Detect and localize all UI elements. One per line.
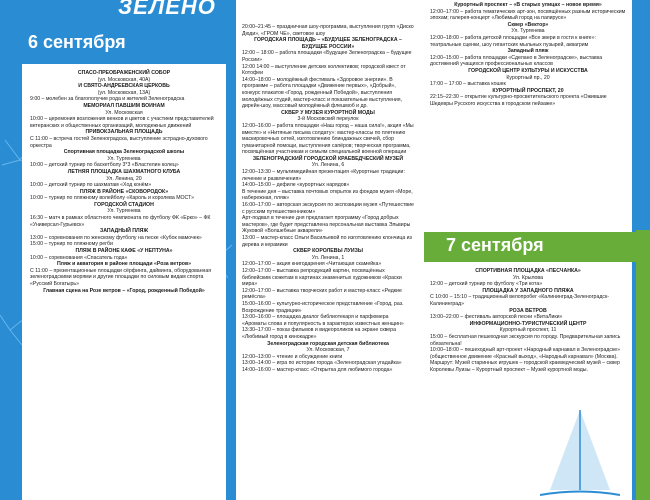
event-item: 16:00–17:00 – авторская экскурсия по экспозиции музея «Путешествие с русским путешественником» — [242, 202, 414, 215]
venue-heading: И СВЯТО-АНДРЕЕВСКАЯ ЦЕРКОВЬ — [78, 83, 170, 90]
event-item: 12:00–17:00 – акция книгодарения «Читающая скамейка» — [242, 261, 382, 268]
day7-header: 7 сентября — [446, 235, 544, 255]
event-item: 13:00–16:00 – площадка диалог библиотекаря и парфюмера «Ароматы слова и популярность в характерах известных женщин» — [242, 314, 404, 327]
venue-address: 3-й Московский переулок — [297, 116, 359, 123]
event-item: Арт-подвал в течение дня предлагает программу «Город добрых мастеров», где будет представлена персональная выставка Эльвиры Жуковой «Волшебные акварели» — [242, 215, 411, 235]
event-item: 13:00–22:00 – фестиваль авторской песни «ВитаЛики» — [430, 314, 563, 321]
event-item: 15:00 – бесплатная пешеходная экскурсия по городу. Предварительная запись обязательна! — [430, 333, 621, 347]
venue-heading: Пляж и акватория в районе площади «Роза ветров» — [56, 261, 192, 268]
event-item: 12:00–15:00 – работа площадки «Сделано в Зеленоградске», выставка достижений учащихся профессиональных классов — [430, 54, 603, 68]
venue-heading: КУРОРТНЫЙ ПРОСПЕКТ, 20 — [492, 87, 564, 94]
event-item: 12:00–16:00 – работа площадки «Наш город – наша сила!», акция «Мы вместе» и «Нитяные письма солдату»: мастер-классы по плетению маскировочных сетей, изготовлению блиндажных свечей, сбор гуманитарной помощи, выступления сапёров; творческая программа, посвящённая участникам и семьям специальной военной операции — [242, 122, 414, 156]
event-item: 12:00 – 18:00 – работа площадки «Будущее Зеленоградска – будущее России» — [242, 50, 412, 63]
right-green-strip — [636, 230, 650, 500]
event-item: 14:00–18:00 – молодёжный фестиваль «Здоровое энергии». В программе – работа площадки «Движение первых», «Добрый», конкурс плакатов «Город, рожденный Победой», выступления молодёжных студий, мастер-класс и показательные выступления, дирейн-шоу, массовый молодёжный флешмоб и др. — [242, 76, 402, 110]
venue-address: Ул. Ленина, 20 — [106, 175, 142, 182]
event-item: 12:00–13:30 – мультимедийная презентация «Курортные традиции: лечение и развлечения» — [242, 169, 405, 182]
venue-address: Ул. Московская — [105, 109, 143, 116]
event-item: 15:00–16:00 – культурно-историческое представление «Город, раз. Возрождение традиции» — [242, 300, 404, 314]
event-item: 14:00–15:00 – дефиле «курортных нарядов» — [242, 182, 350, 189]
event-item: 10:00 – детский турнир по шахматам «Ход конём» — [30, 182, 152, 189]
venue-address: Ул. Тургенева — [107, 208, 141, 215]
banner-title-fragment: ЗЕЛЕНО — [118, 0, 216, 19]
event-item: 10:00–18:00 – пешеходный арт-проект «Народный карнавал в Зеленоградске» (общественное движение «Красный выход», «Народный карнавал» (Москва). Маршрут: Музей старинных игрушек – городской краеведческий музей – сквер Королевы Луизы – Курортный проспект – Музей курортной моды. — [430, 347, 621, 373]
venue-heading: Спортивная площадка Зеленоградской школы — [63, 149, 185, 156]
event-item: С 10:00 – 15:10 – традиционный велопробег «Калининград-Зеленоградск-Калининград» — [430, 294, 609, 307]
event-item: 13:00 – соревнования по женскому футболу на песке «Кубок мамочек» — [30, 234, 202, 241]
venue-heading: ЗЕЛЕНОГРАДСКИЙ ГОРОДСКОЙ КРАЕВЕДЧЕСКИЙ МУЗЕЙ — [252, 155, 404, 162]
event-item: В течение дня – выставка почтовых открыток из фондов музея «Море, набережная, пляж» — [242, 188, 413, 202]
venue-heading: ПЛОЩАДКА У ЗАПАДНОГО ПЛЯЖА — [482, 287, 574, 294]
event-item: 15:00 – турнир по пляжному регби — [30, 241, 113, 248]
venue-heading: РОЗА ВЕТРОВ — [509, 307, 547, 314]
event-item: 20:00–21:45 – праздничная шоу-программа, выступления групп «Диско Дюди», «ГРОМ ЧЕ», световое шоу — [242, 24, 414, 37]
sail-decoration — [540, 410, 620, 500]
venue-heading: Курортный проспект – «В старых улицах – новое время» — [454, 2, 602, 8]
venue-heading: ИНФОРМАЦИОННО-ТУРИСТИЧЕСКИЙ ЦЕНТР — [469, 320, 587, 327]
venue-address: (ул. Московская, 13А) — [97, 89, 151, 96]
event-item: 13:00–14:00 – игра по истории города «Зеленоградская угадайка» — [242, 360, 402, 367]
venue-address: Ул. Тургенева — [107, 155, 141, 162]
event-item: 17:00 – 17:00 – выставка кошек — [430, 81, 506, 88]
venue-heading: СПОРТИВНАЯ ПЛОЩАДКА «ПЕСЧАНКА» — [475, 268, 581, 274]
venue-heading: МЕМОРИАЛ ПАВШИМ ВОИНАМ — [83, 102, 165, 109]
venue-heading: ЛЕТНЯЯ ПЛОЩАДКА ШАХМАТНОГО КЛУБА — [67, 168, 181, 175]
venue-heading: ГОРОДСКАЯ ПЛОЩАДЬ – «БУДУЩЕЕ ЗЕЛЕНОГРАДСКА – БУДУЩЕЕ РОССИИ» — [254, 37, 402, 50]
venue-heading: СКВЕР У МУЗЕЯ КУРОРТНОЙ МОДЫ — [281, 109, 375, 116]
venue-heading: ГОРОДСКОЙ ЦЕНТР КУЛЬТУРЫ И ИСКУССТВА — [468, 67, 588, 74]
event-item: 9:00 – молебен за благополучие рода и жителей Зеленоградска — [30, 96, 185, 103]
event-item: 22:15–22:30 – открытие культурно-просветительского проекта «Ожившие Шедевры Русского искусства в городском пейзаже» — [430, 94, 607, 107]
venue-heading: ЗАПАДНЫЙ ПЛЯЖ — [99, 228, 149, 235]
venue-heading: Зеленоградская городская детская библиотека — [267, 340, 389, 347]
column-3-day6 — [424, 0, 632, 228]
event-item: 12:00 14:00 – выступление детских коллективов; городской квест от Котофеи — [242, 63, 406, 77]
column-1 — [22, 64, 226, 500]
venue-address: Ул. Ленина, 6 — [311, 162, 345, 169]
event-item: 13:00 – мастер-класс Ольги Васильевой по изготовлению клончица из дерева и керамики — [242, 235, 412, 248]
venue-address: Ул. Московская, 7 — [306, 347, 350, 354]
venue-heading: ГОРОДСКОЙ СТАДИОН — [94, 201, 154, 208]
event-item: 10:00 – детский турнир по баскетболу 3*3 «Властелин колец» — [30, 162, 179, 169]
event-item: 10:00 – турнир по пляжному волейболу «Кароль и королева МОСТ» — [30, 195, 194, 202]
venue-heading: Сквер «Вектор» — [507, 21, 549, 28]
venue-heading: СКВЕР КОРОЛЕВЫ ЛУИЗЫ — [293, 248, 363, 255]
event-item: 12:00–17:00 – выставка репродукций картин, посвящённых библейским сюжетам в картинах знаменитых художников «Краски мира» — [242, 267, 402, 288]
venue-address: Курортный пр., 20 — [506, 74, 550, 81]
event-item: С 11:00 – встреча гостей Зеленоградска, выступление эстрадно-духового оркестра — [30, 135, 208, 149]
event-item: С 11:00 – презентационные площадки сёрфинга, дайвинга, оборудованная зеленоградскими морями и другие площадки по силовым видам спорта «Русский Богатырь» — [30, 267, 212, 287]
col1-events — [30, 70, 218, 294]
event-item: 12:00–13:00 – чтение и обсуждение книги — [242, 353, 343, 360]
venue-address: (ул. Московская, 40А) — [97, 76, 151, 83]
venue-heading: ПЛЯЖ В РАЙОНЕ «СКОВОРОДОК» — [79, 188, 169, 195]
venue-address: Ул. Крылова — [512, 274, 544, 281]
column-2 — [236, 20, 420, 500]
col3-day7-events — [430, 268, 626, 374]
event-item: 12:00–17:00 – выставка творческих работ и мастер-класс «Редкие ремёсла» — [242, 287, 402, 301]
venue-address: Курортный проспект, 11 — [499, 327, 557, 334]
event-item: 12:00 – детский турнир по футболу «Три кота» — [430, 281, 543, 288]
col3-day6-events — [430, 2, 626, 108]
event-item: 14:00–16:00 – мастер-класс «Открытка для любимого города» — [242, 366, 393, 373]
event-item: 12:00–18:00 – работа детской площадки «Все звери в гости к книге»: театральные сценки, шоу гигантских мыльных пузырей, аквагрим — [430, 34, 596, 48]
venue-heading: СПАСО-ПРЕОБРАЖЕНСКИЙ СОБОР — [77, 70, 171, 76]
event-item: 13:30–17:00 – показ фильмов и видеороликов на экране сквера «Любимый город в кинокадре» — [242, 327, 396, 340]
event-item: 10:00 – церемония возложения венков и цветов с участием представителей ветеранских и общественных организаций, молодежных движений — [30, 116, 214, 129]
event-item: 10:00 – соревнования «Спасатель года» — [30, 254, 128, 261]
venue-heading: ПРИВОКЗАЛЬНАЯ ПЛОЩАДЬ — [85, 129, 163, 136]
venue-address: Ул. Ленина, 1 — [311, 254, 345, 261]
venue-heading: Западный пляж — [507, 48, 549, 55]
venue-heading: ПЛЯЖ В РАЙОНЕ КАФЕ «У НЕПТУНА» — [75, 248, 173, 255]
venue-address: Ул. Тургенева — [511, 28, 545, 35]
event-item: 16:30 – матч в рамках областного чемпионата по футболу ФК «Ерко» – ФК «Универсал-Гурьевск» — [30, 215, 211, 228]
col2-events — [242, 24, 414, 373]
day6-header: 6 сентября — [28, 32, 126, 52]
event-item: 12:00–17:00 – работа тематических арт-зон, посвящённых разным историческим эпохам; галерея-концерт «Любимый город на папирусе» — [430, 8, 626, 22]
venue-heading: Главная сцена на Розе ветров – «Город, рожденный Победой» — [43, 287, 205, 294]
